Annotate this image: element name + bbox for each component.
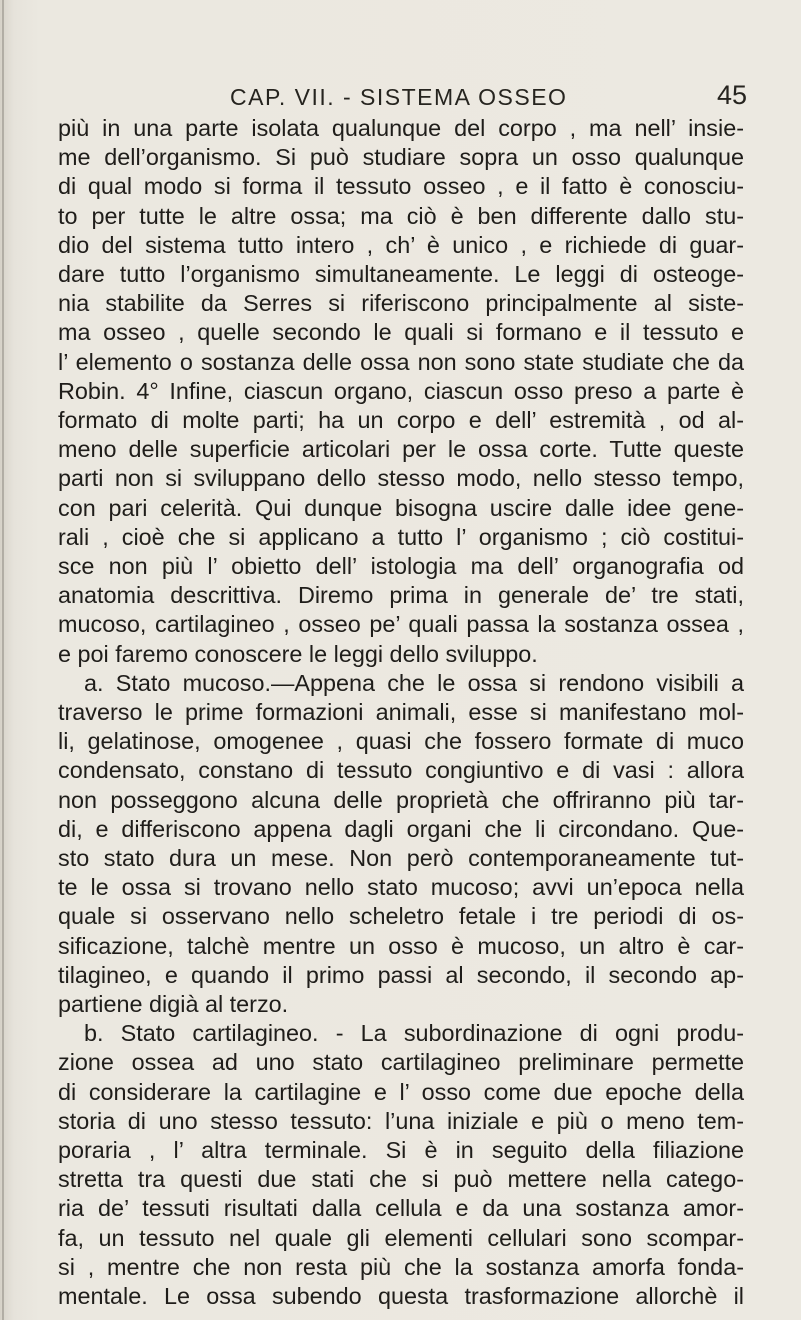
text-line: zione ossea ad uno stato cartilagineo preliminare permette — [58, 1049, 744, 1076]
page-number: 45 — [717, 80, 748, 110]
text-line: più in una parte isolata qualunque del corpo , ma nell’ insie- — [58, 115, 744, 141]
text-line: parti non si sviluppano dello stesso modo, nello stesso tempo, — [58, 465, 744, 492]
text-line: meno delle superficie articolari per le ossa corte. Tutte queste — [58, 436, 744, 463]
text-line: mucoso, cartilagineo , osseo pe’ quali passa la sostanza ossea , — [58, 611, 744, 638]
text-line: di considerare la cartilagine e l’ osso come due epoche della — [58, 1078, 744, 1105]
text-line: e poi faremo conoscere le leggi dello sviluppo. — [58, 640, 538, 667]
text-line: rali , cioè che si applicano a tutto l’ organismo ; ciò costitui- — [58, 523, 744, 550]
text-line: me dell’organismo. Si può studiare sopra un osso qualunque — [58, 144, 744, 171]
text-line: stretta tra questi due stati che si può mettere nella catego- — [58, 1166, 744, 1193]
text-line: poraria , l’ altra terminale. Si è in seguito della filiazione — [58, 1137, 744, 1163]
text-line: di, e differiscono appena dagli organi che li circondano. Que- — [58, 815, 744, 842]
text-line: traverso le prime formazioni animali, esse si manifestano mol- — [58, 699, 744, 725]
text-line: sto stato dura un mese. Non però contemporaneamente tut- — [58, 845, 744, 871]
text-line: te le ossa si trovano nello stato mucoso; avvi un’epoca nella — [58, 874, 744, 901]
text-line: con pari celerità. Qui dunque bisogna uscire dalle idee gene- — [58, 494, 744, 521]
page-gutter-edge — [2, 0, 4, 1320]
text-line: sificazione, talchè mentre un osso è mucoso, un altro è car- — [58, 932, 744, 959]
text-line: ria de’ tessuti risultati dalla cellula e da una sostanza amor- — [58, 1195, 744, 1222]
chapter-title: CAP. VII. - SISTEMA OSSEO — [230, 84, 568, 110]
text-line: si , mentre che non resta più che la sostanza amorfa fonda- — [58, 1253, 744, 1280]
text-line: li, gelatinose, omogenee , quasi che fossero formate di muco — [58, 728, 744, 755]
text-line: dio del sistema tutto intero , ch’ è unico , e richiede di guar- — [58, 231, 744, 258]
text-line: partiene digià al terzo. — [58, 991, 289, 1017]
text-line: dare tutto l’organismo simultaneamente. Le leggi di osteoge- — [58, 261, 744, 287]
text-line: sce non più l’ obietto dell’ istologia ma dell’ organografia od — [58, 553, 744, 579]
text-line: l’ elemento o sostanza delle ossa non sono state studiate che da — [58, 348, 744, 375]
text-line: storia di uno stesso tessuto: l’una iniziale e più o meno tem- — [58, 1107, 744, 1134]
text-line: formato di molte parti; ha un corpo e dell’ estremità , od al- — [58, 407, 744, 433]
text-line: Robin. 4° Infine, ciascun organo, ciascun osso preso a parte è — [58, 377, 744, 404]
text-line: fa, un tessuto nel quale gli elementi cellulari sono scompar- — [58, 1224, 744, 1251]
text-line: to per tutte le altre ossa; ma ciò è ben differente dallo stu- — [58, 202, 744, 229]
text-line: nia stabilite da Serres si riferiscono principalmente al siste- — [58, 290, 744, 317]
text-line: condensato, constano di tessuto congiuntivo e di vasi : allora — [58, 757, 744, 784]
text-line: tilagineo, e quando il primo passi al secondo, il secondo ap- — [58, 961, 744, 988]
text-line: quale si osservano nello scheletro fetale i tre periodi di os- — [58, 903, 744, 930]
text-line: anatomia descrittiva. Diremo prima in generale de’ tre stati, — [58, 582, 744, 609]
text-line: non posseggono alcuna delle proprietà che offriranno più tar- — [58, 786, 744, 813]
text-line: di qual modo si forma il tessuto osseo , e il fatto è conosciu- — [58, 173, 744, 200]
text-line: ma osseo , quelle secondo le quali si formano e il tessuto e — [58, 319, 744, 346]
text-line: a. Stato mucoso.—Appena che le ossa si rendono visibili a — [84, 669, 744, 696]
text-line: b. Stato cartilagineo. - La subordinazione di ogni produ- — [84, 1020, 744, 1047]
text-line: mentale. Le ossa subendo questa trasformazione allorchè il — [58, 1283, 744, 1309]
